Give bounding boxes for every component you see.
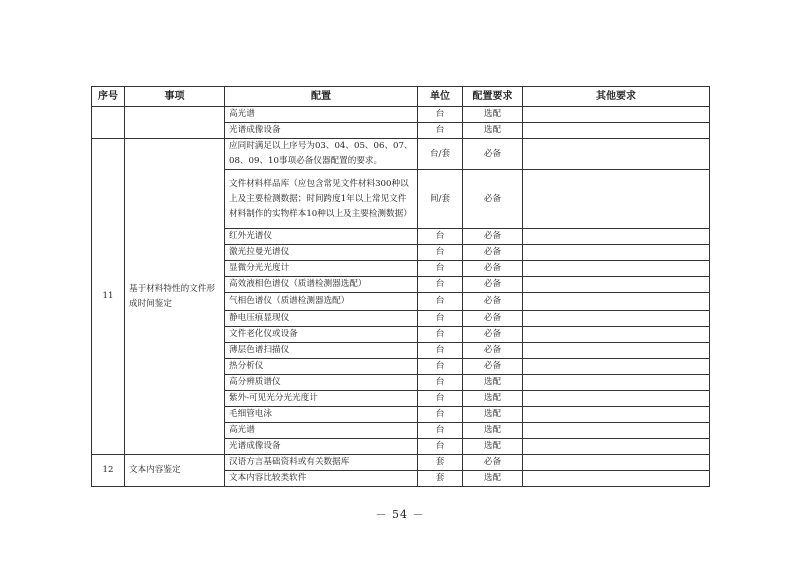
header-unit: 单位	[418, 87, 463, 107]
cell-other	[523, 455, 710, 471]
cell-other	[523, 311, 710, 327]
cell-config: 光谱成像设备	[225, 123, 418, 139]
cell-config: 文本内容比较类软件	[225, 471, 418, 487]
cell-unit: 台	[418, 407, 463, 423]
table-row	[92, 139, 710, 170]
cell-unit: 台	[418, 343, 463, 359]
cell-requirement: 必备	[463, 229, 523, 245]
cell-unit: 台	[418, 107, 463, 123]
cell-config: 文件材料样品库（应包含常见文件材料300种以上及主要检测数据；时间跨度1年以上常见文件材料制作的实物样本10种以上及主要检测数据）	[225, 170, 418, 229]
cell-requirement: 必备	[463, 261, 523, 277]
cell-other	[523, 343, 710, 359]
cell-requirement: 必备	[463, 245, 523, 261]
cell-config: 红外光谱仪	[225, 229, 418, 245]
cell-config: 紫外-可见光分光光度计	[225, 391, 418, 407]
cell-other	[523, 107, 710, 123]
cell-other	[523, 327, 710, 343]
cell-other	[523, 391, 710, 407]
cell-requirement: 必备	[463, 359, 523, 375]
cell-other	[523, 170, 710, 229]
cell-requirement: 选配	[463, 439, 523, 455]
cell-other	[523, 407, 710, 423]
cell-config: 高光谱	[225, 423, 418, 439]
cell-other	[523, 359, 710, 375]
cell-unit: 台	[418, 375, 463, 391]
cell-other	[523, 471, 710, 487]
cell-config: 气相色谱仪（质谱检测器选配）	[225, 293, 418, 311]
cell-other	[523, 293, 710, 311]
cell-config: 显微分光光度计	[225, 261, 418, 277]
cell-no-empty	[92, 107, 125, 139]
cell-config: 文件老化仪或设备	[225, 327, 418, 343]
cell-config: 薄层色谱扫描仪	[225, 343, 418, 359]
cell-requirement: 必备	[463, 277, 523, 293]
cell-other	[523, 261, 710, 277]
cell-unit: 台	[418, 261, 463, 277]
cell-config: 高分辨质谱仪	[225, 375, 418, 391]
cell-config: 光谱成像设备	[225, 439, 418, 455]
header-item: 事项	[125, 87, 225, 107]
cell-requirement: 必备	[463, 343, 523, 359]
cell-config: 热分析仪	[225, 359, 418, 375]
cell-item: 文本内容鉴定	[125, 455, 225, 487]
cell-unit: 台	[418, 229, 463, 245]
cell-config: 应同时满足以上序号为03、04、05、06、07、08、09、10事项必备仪器配置的要求。	[225, 139, 418, 170]
cell-other	[523, 277, 710, 293]
cell-other	[523, 123, 710, 139]
cell-unit: 套	[418, 455, 463, 471]
cell-unit: 台	[418, 391, 463, 407]
cell-other	[523, 229, 710, 245]
cell-no: 12	[92, 455, 125, 487]
cell-unit: 间/套	[418, 170, 463, 229]
header-other: 其他要求	[523, 87, 710, 107]
table-row	[92, 455, 710, 471]
cell-unit: 台	[418, 245, 463, 261]
cell-unit: 台	[418, 277, 463, 293]
cell-no: 11	[92, 139, 125, 455]
header-config: 配置	[225, 87, 418, 107]
cell-item: 基于材料特性的文件形成时间鉴定	[125, 139, 225, 455]
cell-unit: 台	[418, 123, 463, 139]
cell-other	[523, 245, 710, 261]
cell-requirement: 选配	[463, 107, 523, 123]
cell-requirement: 选配	[463, 391, 523, 407]
header-requirement: 配置要求	[463, 87, 523, 107]
cell-requirement: 必备	[463, 170, 523, 229]
table-header-row	[92, 87, 710, 107]
cell-unit: 台/套	[418, 139, 463, 170]
table-row	[92, 107, 710, 123]
header-no: 序号	[92, 87, 125, 107]
cell-unit: 台	[418, 423, 463, 439]
cell-config: 毛细管电泳	[225, 407, 418, 423]
cell-unit: 台	[418, 359, 463, 375]
cell-unit: 台	[418, 293, 463, 311]
cell-requirement: 选配	[463, 471, 523, 487]
cell-requirement: 必备	[463, 293, 523, 311]
cell-config: 高效液相色谱仪（质谱检测器选配）	[225, 277, 418, 293]
cell-requirement: 必备	[463, 455, 523, 471]
cell-requirement: 选配	[463, 407, 523, 423]
cell-other	[523, 375, 710, 391]
page-number: － 54 －	[375, 508, 425, 521]
cell-other	[523, 423, 710, 439]
cell-config: 汉语方言基础资料或有关数据库	[225, 455, 418, 471]
cell-requirement: 选配	[463, 123, 523, 139]
cell-requirement: 选配	[463, 423, 523, 439]
cell-unit: 台	[418, 311, 463, 327]
cell-unit: 台	[418, 439, 463, 455]
cell-unit: 台	[418, 327, 463, 343]
cell-requirement: 必备	[463, 311, 523, 327]
cell-other	[523, 139, 710, 170]
config-table	[91, 86, 710, 487]
cell-config: 高光谱	[225, 107, 418, 123]
cell-item-empty	[125, 107, 225, 139]
cell-requirement: 必备	[463, 327, 523, 343]
cell-other	[523, 439, 710, 455]
cell-requirement: 必备	[463, 139, 523, 170]
cell-config: 静电压痕显现仪	[225, 311, 418, 327]
cell-unit: 套	[418, 471, 463, 487]
cell-config: 激光拉曼光谱仪	[225, 245, 418, 261]
cell-requirement: 选配	[463, 375, 523, 391]
